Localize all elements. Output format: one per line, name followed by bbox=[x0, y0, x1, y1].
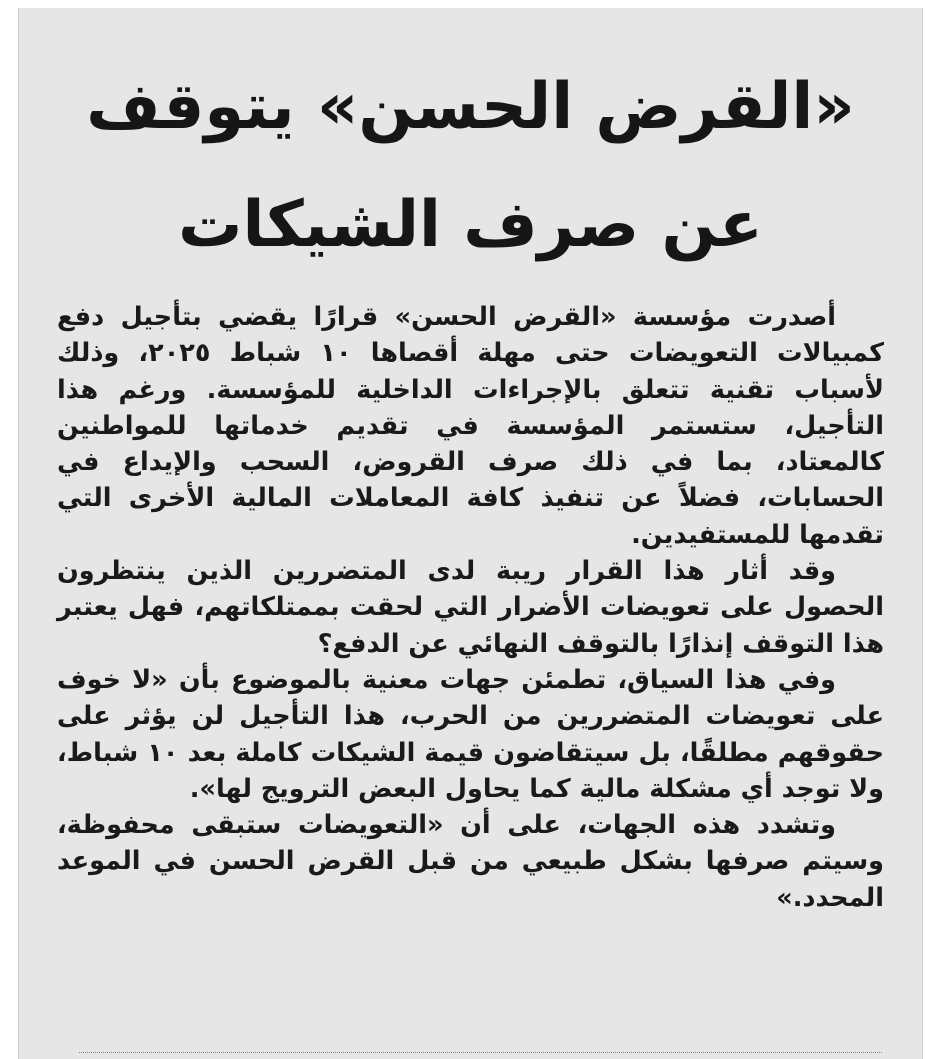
headline-line-1: «القرض الحسن» يتوقف bbox=[86, 70, 855, 144]
paragraph-2: وقد أثار هذا القرار ريبة لدى المتضررين الذين ينتظرون الحصول على تعويضات الأضرار التي لحقت بممتلكاتهم، فهل يعتبر هذا التوقف إنذارًا بالتوقف النهائي عن الدفع؟ bbox=[57, 556, 884, 659]
paragraph-1: أصدرت مؤسسة «القرض الحسن» قرارًا يقضي بتأجيل دفع كمبيالات التعويضات حتى مهلة أقصاها ١٠ شباط ٢٠٢٥، وذلك لأسباب تقنية تتعلق بالإجراءات الداخلية للمؤسسة. ورغم هذا التأجيل، ستستمر المؤسسة في تقديم خدماتها للمواطنين كالمعتاد، بما في ذلك صرف القروض، السحب والإيداع في الحسابات، فضلاً عن تنفيذ كافة المعاملات المالية الأخرى التي تقدمها للمستفيدين. bbox=[57, 302, 884, 550]
bottom-divider bbox=[79, 1052, 882, 1053]
article-headline bbox=[19, 8, 922, 284]
paragraph-3: وفي هذا السياق، تطمئن جهات معنية بالموضوع بأن «لا خوف على تعويضات المتضررين من الحرب، هذا التأجيل لن يؤثر على حقوقهم مطلقًا، بل سيتقاضون قيمة الشيكات كاملة بعد ١٠ شباط، ولا توجد أي مشكلة مالية كما يحاول البعض الترويج لها». bbox=[57, 664, 885, 804]
paragraph-4: وتشدد هذه الجهات، على أن «التعويضات ستبقى محفوظة، وسيتم صرفها بشكل طبيعي من قبل القرض الحسن في الموعد المحدد.» bbox=[57, 810, 884, 913]
newspaper-article bbox=[18, 8, 923, 1059]
article-body bbox=[57, 299, 884, 916]
headline-line-2: عن صرف الشيكات bbox=[178, 188, 763, 262]
